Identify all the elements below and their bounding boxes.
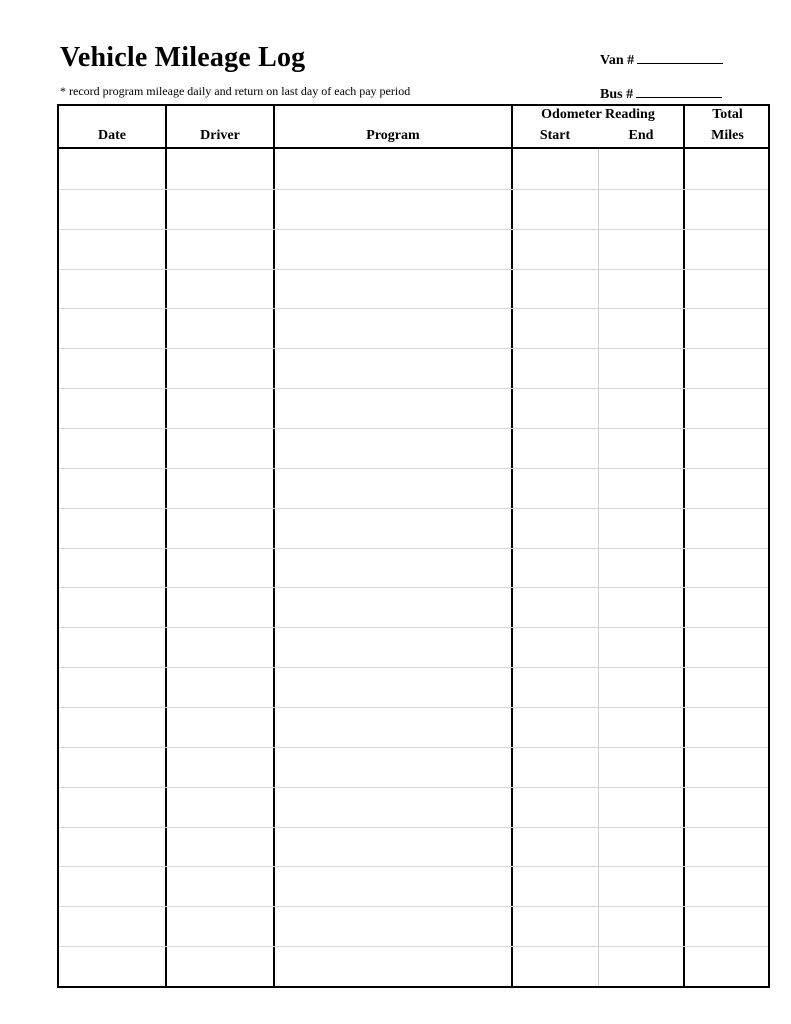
table-row-divider [59,707,768,708]
bus-number-field[interactable] [600,84,722,103]
header-program: Program [366,128,420,143]
divider-driver-program [273,106,275,986]
table-row-divider [59,667,768,668]
table-row-divider [59,587,768,588]
divider-odometer-total [683,106,685,986]
van-number-field[interactable] [600,50,723,69]
table-row-divider [59,229,768,230]
bus-blank-line[interactable] [636,84,722,98]
table-row-divider [59,308,768,309]
mileage-log-table [57,104,770,988]
instructions-note: * record program mileage daily and return on last day of each pay period [60,84,411,98]
header-rule [59,147,768,149]
van-label: Van # [600,53,635,68]
header-driver: Driver [200,128,240,143]
header-date: Date [98,128,126,143]
table-row-divider [59,827,768,828]
table-row-divider [59,189,768,190]
table-row-divider [59,946,768,947]
header-odometer-start: Start [539,128,571,143]
table-row-divider [59,747,768,748]
divider-start-end [598,148,599,986]
header-odometer-end: End [628,128,654,143]
table-row-divider [59,787,768,788]
table-row-divider [59,269,768,270]
van-blank-line[interactable] [637,50,723,64]
table-row-divider [59,906,768,907]
table-row-divider [59,866,768,867]
divider-program-odometer [511,106,513,986]
table-row-divider [59,508,768,509]
header-odometer-reading: Odometer Reading [541,107,655,122]
page-title: Vehicle Mileage Log [60,42,306,73]
divider-date-driver [165,106,167,986]
table-row-divider [59,428,768,429]
table-row-divider [59,468,768,469]
header-total: Total [712,107,743,122]
table-row-divider [59,388,768,389]
table-row-divider [59,348,768,349]
table-row-divider [59,627,768,628]
bus-label: Bus # [600,87,634,102]
table-row-divider [59,548,768,549]
header-miles: Miles [711,128,744,143]
